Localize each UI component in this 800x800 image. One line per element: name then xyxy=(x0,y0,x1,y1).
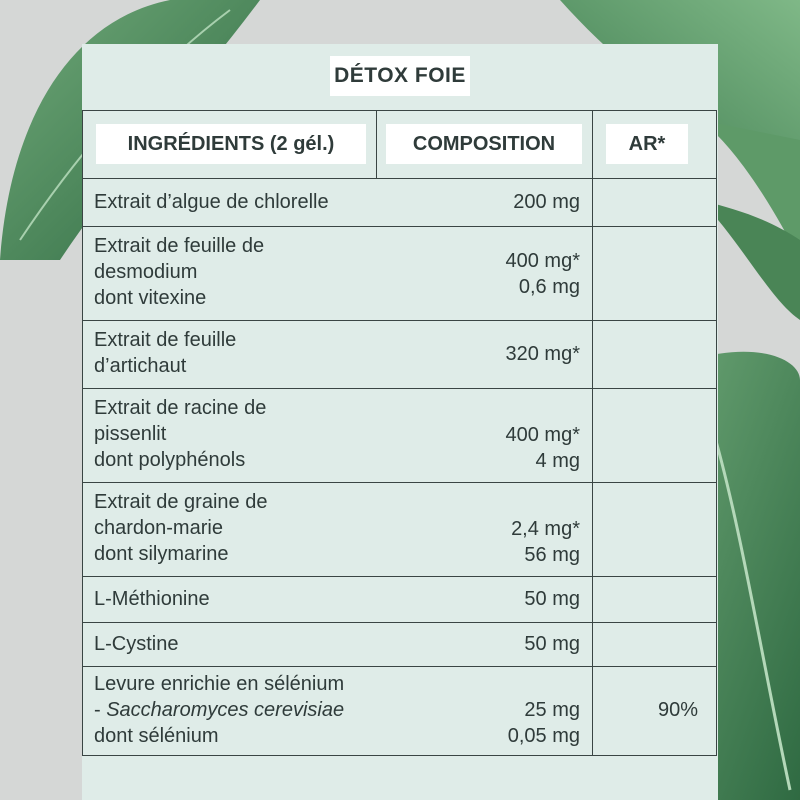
row-2-composition: 400 mg* 0,6 mg xyxy=(505,250,580,298)
grid-line xyxy=(82,576,717,577)
row-3-ingredient: Extrait de feuille d’artichaut xyxy=(94,329,237,377)
grid-line xyxy=(376,110,377,178)
grid-line xyxy=(82,666,717,667)
header-ingredients: INGRÉDIENTS (2 gél.) xyxy=(96,124,366,164)
grid-line xyxy=(82,755,717,756)
table-title: DÉTOX FOIE xyxy=(330,56,470,96)
grid-line xyxy=(82,110,717,111)
grid-line xyxy=(82,622,717,623)
species-name: Saccharomyces cerevisiae xyxy=(106,699,345,721)
row-8-ingredient: Levure enrichie en sélénium - Saccharomyces cerevisiae dont sélénium xyxy=(94,673,345,747)
header-ar: AR* xyxy=(606,124,688,164)
grid-line xyxy=(592,110,593,756)
row-7-ingredient: L-Cystine xyxy=(94,633,179,655)
row-2-ingredient: Extrait de feuille de desmodium dont vitexine xyxy=(94,235,265,309)
row-1-composition: 200 mg xyxy=(513,191,580,213)
grid-line xyxy=(82,482,717,483)
row-5-composition: 2,4 mg* 56 mg xyxy=(511,518,580,566)
grid-line xyxy=(82,226,717,227)
header-composition: COMPOSITION xyxy=(386,124,582,164)
row-5-ingredient: Extrait de graine de chardon-marie dont silymarine xyxy=(94,491,268,565)
grid-line xyxy=(82,110,83,756)
row-4-composition: 400 mg* 4 mg xyxy=(505,424,580,472)
row-1-ingredient: Extrait d’algue de chlorelle xyxy=(94,191,329,213)
row-3-composition: 320 mg* xyxy=(505,343,580,365)
row-6-composition: 50 mg xyxy=(524,588,580,610)
grid-line xyxy=(82,388,717,389)
row-7-composition: 50 mg xyxy=(524,633,580,655)
row-8-ar: 90% xyxy=(657,699,699,721)
grid-line xyxy=(82,178,717,179)
row-6-ingredient: L-Méthionine xyxy=(94,588,210,610)
grid-line xyxy=(82,320,717,321)
grid-line xyxy=(716,110,717,756)
row-4-ingredient: Extrait de racine de pissenlit dont polyphénols xyxy=(94,397,267,471)
row-8-composition: 25 mg 0,05 mg xyxy=(507,699,580,747)
